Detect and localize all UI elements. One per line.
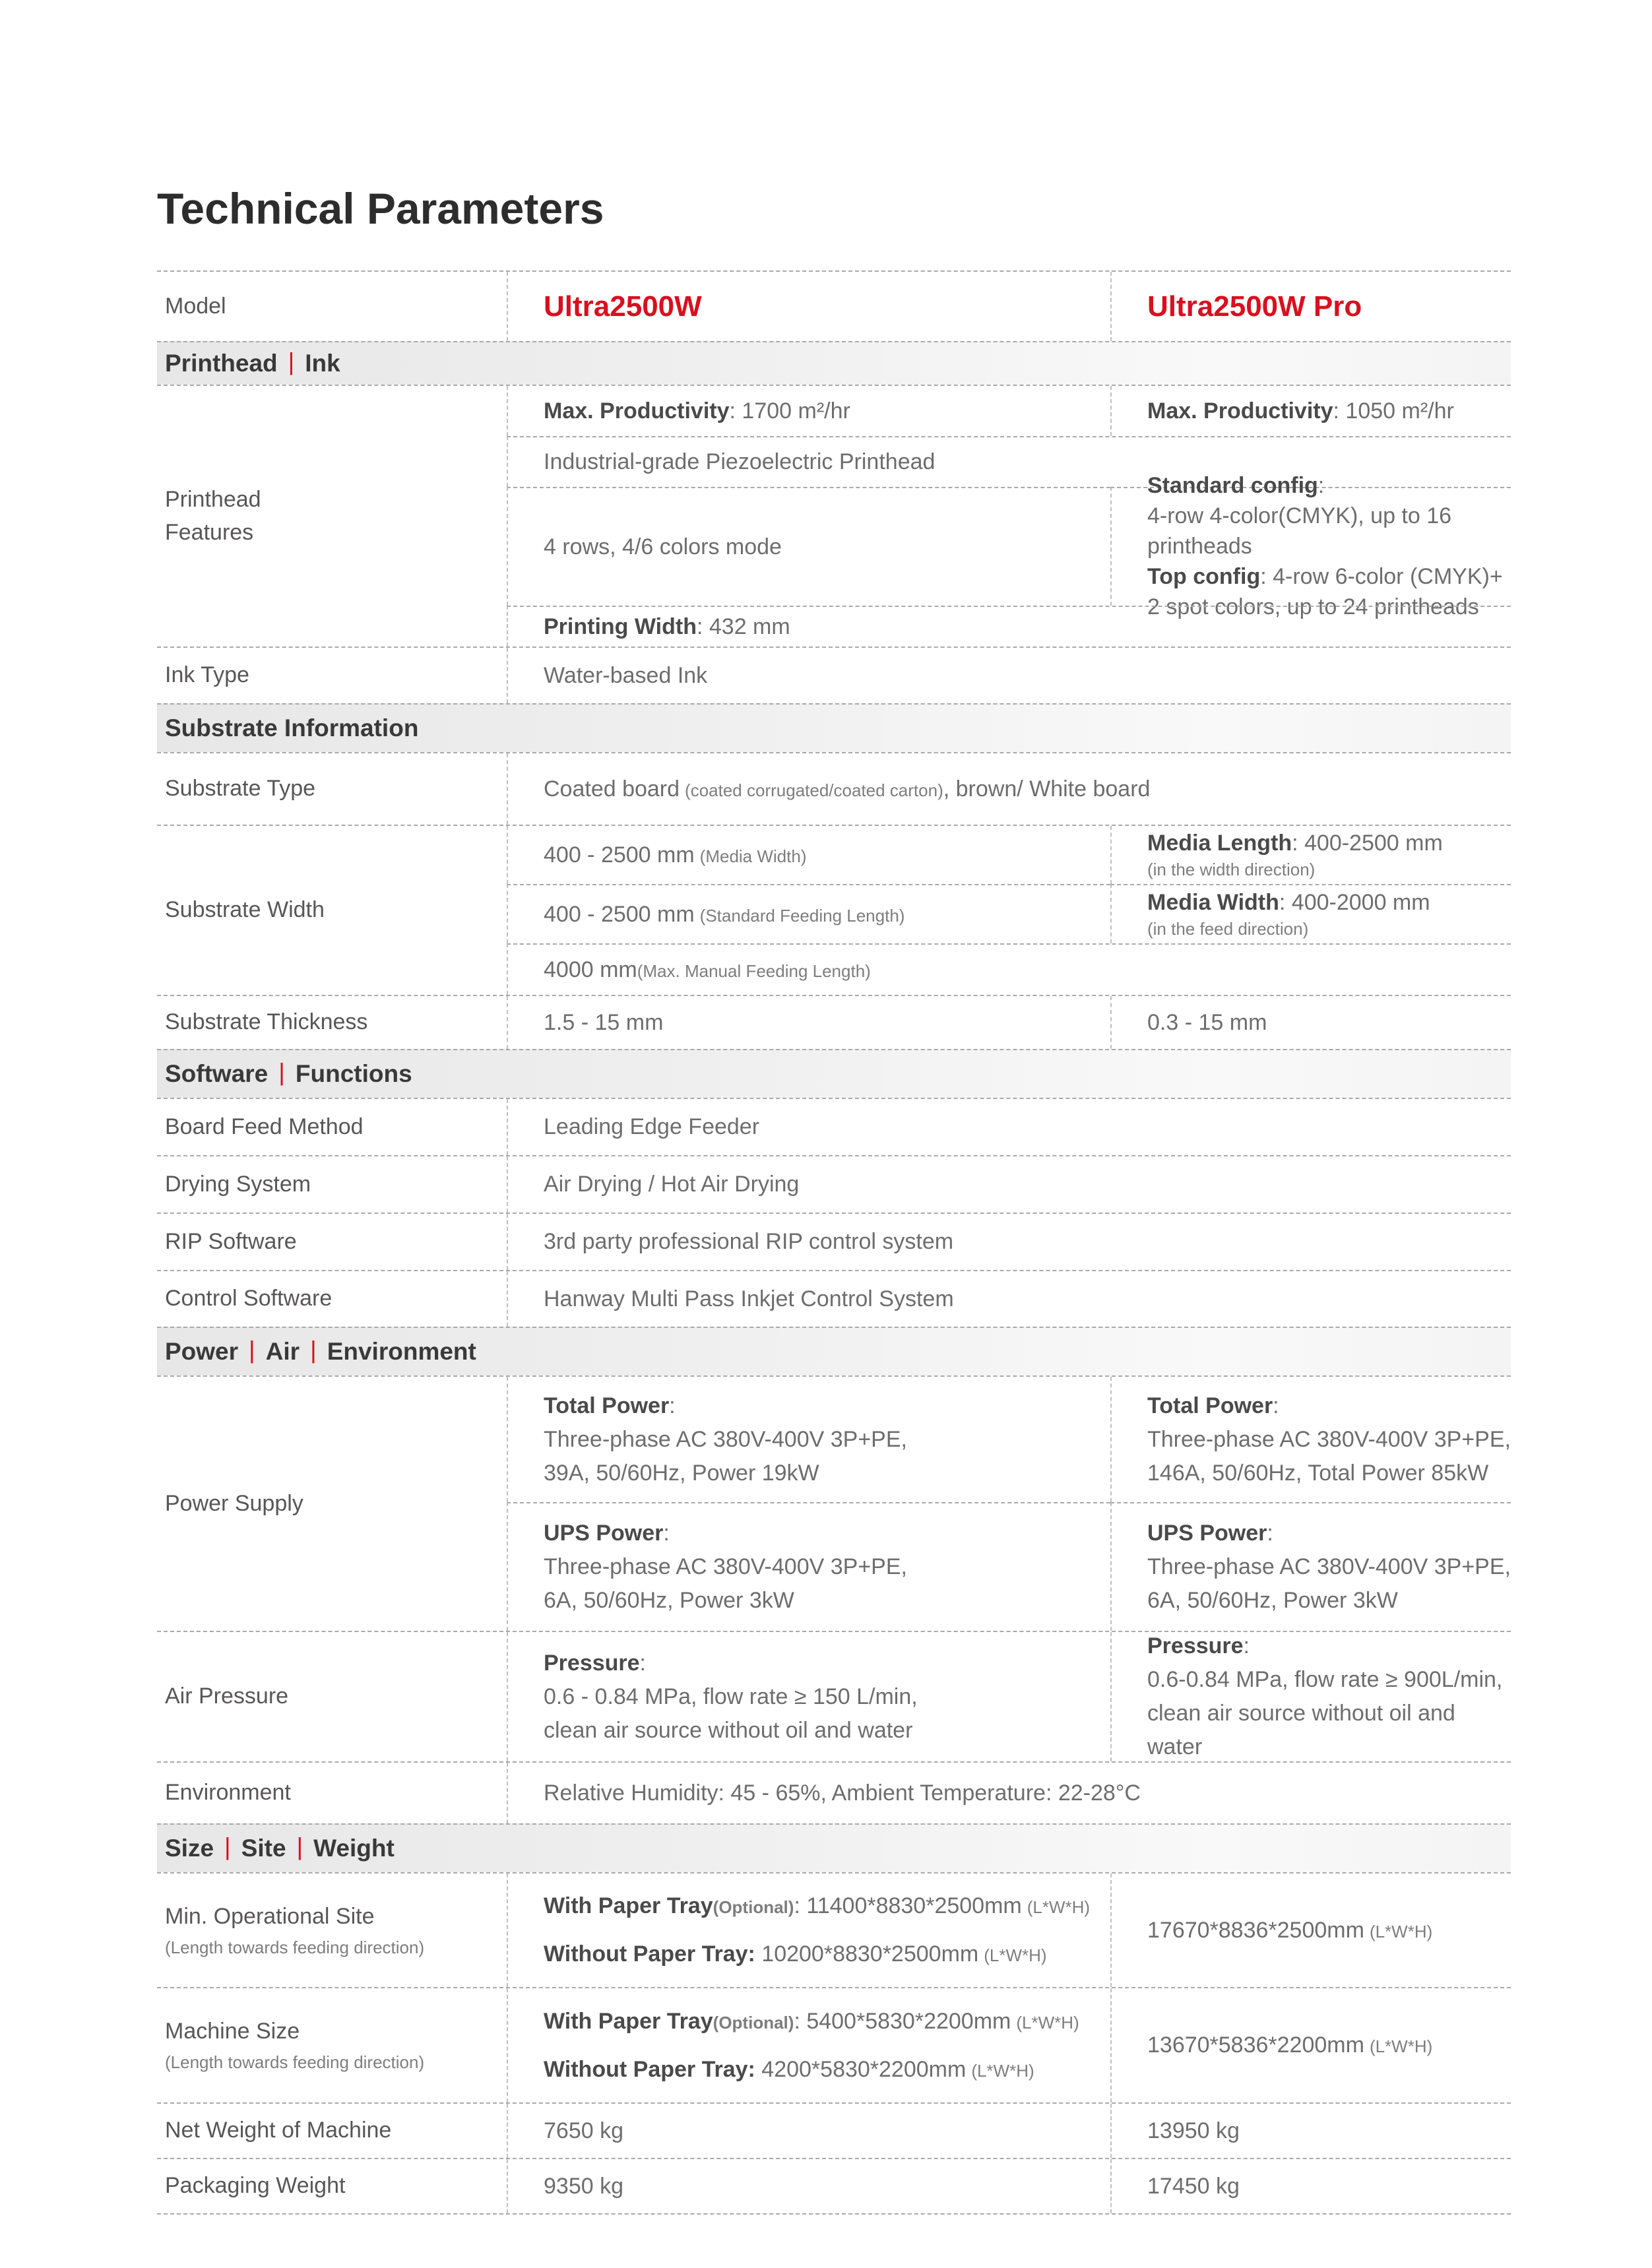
row-substrate-thickness: [157, 995, 1511, 1049]
board-feed-label: Board Feed Method: [165, 1114, 364, 1139]
value-bold: Top config: [1147, 563, 1261, 589]
value-text: Three-phase AC 380V-400V 3P+PE,: [1147, 1554, 1511, 1579]
machine-size-pro: [1110, 1988, 1511, 2102]
substrate-width-w1: [507, 826, 1110, 884]
value-text: 4200*5830*2200mm: [755, 2056, 967, 2082]
substrate-thickness-label: Substrate Thickness: [165, 1009, 368, 1035]
value-bold: UPS Power: [544, 1521, 664, 1546]
max-productivity-w: [507, 386, 1110, 436]
rip-software-label: RIP Software: [165, 1228, 297, 1254]
model-label: Model: [165, 293, 226, 319]
row-board-feed-method: [157, 1098, 1511, 1155]
value-text: :: [663, 1521, 670, 1546]
pipe-separator: |: [296, 1833, 303, 1860]
section-header-size-text: [157, 1825, 1511, 1872]
value-small: (Max. Manual Feeding Length): [637, 961, 871, 981]
value-text: : 5400*5830*2200mm: [794, 2008, 1011, 2034]
header-word: Printhead: [165, 350, 278, 377]
max-productivity-pro: [1110, 386, 1511, 436]
technical-parameters-table: [157, 270, 1511, 2215]
value-small: (L*W*H): [1369, 1921, 1433, 1941]
label-note: (Length towards feeding direction): [165, 1937, 425, 1957]
section-header-printhead-ink-text: [157, 342, 1511, 385]
value-bold: Media Width: [1147, 889, 1279, 915]
header-word: Substrate Information: [165, 714, 419, 741]
value-bold-small: (Optional): [713, 1897, 794, 1917]
pipe-separator: |: [249, 1337, 255, 1364]
row-drying-system: [157, 1155, 1511, 1213]
pipe-separator: |: [278, 1059, 285, 1086]
rows-colors-mode-w: [507, 487, 1110, 606]
environment-label: Environment: [165, 1780, 291, 1806]
row-machine-size: [157, 1987, 1511, 2102]
value-text: 39A, 50/60Hz, Power 19kW: [544, 1460, 819, 1486]
value-text: 6A, 50/60Hz, Power 3kW: [1147, 1588, 1398, 1613]
section-header-power: [157, 1327, 1511, 1375]
label-line: Features: [165, 519, 254, 545]
air-pressure-pro: [1110, 1632, 1511, 1761]
block-power-supply: [157, 1375, 1511, 1631]
substrate-thickness-w: 1.5 - 15 mm: [507, 996, 1110, 1049]
section-header-size: [157, 1823, 1511, 1872]
value-text: 13670*5836*2200mm: [1147, 2032, 1364, 2058]
total-power-w: [507, 1377, 1110, 1502]
value-bold: Total Power: [544, 1393, 670, 1418]
page-title: Technical Parameters: [157, 184, 604, 233]
value-bold: Max. Productivity: [544, 398, 730, 424]
net-weight-label: Net Weight of Machine: [165, 2118, 392, 2143]
section-header-software: [157, 1049, 1511, 1098]
value-small: (L*W*H): [971, 2060, 1034, 2081]
max-manual-feeding-merged: [507, 943, 1511, 995]
substrate-width-w2: [507, 884, 1110, 943]
header-word: Environment: [327, 1338, 476, 1365]
row-environment: [157, 1761, 1511, 1823]
value-text: Coated board: [544, 776, 680, 802]
value-small: (Standard Feeding Length): [699, 905, 905, 926]
value-bold: Without Paper Tray:: [544, 1941, 755, 1967]
value-text: : 400-2000 mm: [1279, 889, 1430, 915]
value-text: clean air source without oil and water: [544, 1717, 913, 1743]
value-text: : 1700 m²/hr: [729, 398, 850, 424]
value-text: 10200*8830*2500mm: [755, 1941, 979, 1967]
value-text: 400 - 2500 mm: [544, 842, 695, 867]
printing-width-merged: [507, 606, 1511, 646]
machine-size-w: [507, 1988, 1110, 2102]
row-control-software: [157, 1270, 1511, 1327]
net-weight-pro: 13950 kg: [1110, 2104, 1511, 2158]
value-bold: Standard config: [1147, 473, 1318, 499]
value-small: (in the width direction): [1147, 860, 1316, 880]
row-air-pressure: [157, 1631, 1511, 1761]
header-word: Software: [165, 1060, 269, 1087]
value-text: 4000 mm: [544, 957, 637, 982]
label-line: Min. Operational Site: [165, 1903, 375, 1929]
row-min-operational-site: [157, 1872, 1511, 1987]
row-model: [157, 270, 1511, 341]
value-text: : 4-row 6-color (CMYK)+: [1260, 563, 1503, 589]
row-substrate-type: [157, 752, 1511, 825]
value-text: 6A, 50/60Hz, Power 3kW: [544, 1588, 794, 1613]
value-text: 4 rows, 4/6 colors mode: [544, 534, 782, 559]
substrate-type-value: [507, 753, 1511, 825]
ink-type-value: Water-based Ink: [507, 648, 1511, 703]
value-text: Three-phase AC 380V-400V 3P+PE,: [1147, 1426, 1511, 1452]
header-word: Size: [165, 1835, 214, 1862]
control-software-value: Hanway Multi Pass Inkjet Control System: [507, 1271, 1511, 1327]
row-net-weight: [157, 2102, 1511, 2158]
value-small: (Media Width): [699, 846, 807, 866]
row-ink-type: [157, 646, 1511, 703]
header-word: Functions: [295, 1060, 412, 1087]
ups-power-w: [507, 1502, 1110, 1631]
model-ultra2500w: [507, 272, 1110, 341]
substrate-width-label: Substrate Width: [165, 897, 325, 923]
row-rip-software: [157, 1213, 1511, 1270]
value-text: : 432 mm: [696, 614, 790, 639]
page-content: [157, 0, 1511, 2215]
ups-power-pro: [1110, 1502, 1511, 1631]
section-header-software-text: [157, 1050, 1511, 1098]
value-text: 17670*8836*2500mm: [1147, 1917, 1364, 1943]
power-supply-label: Power Supply: [165, 1490, 303, 1516]
pipe-separator: |: [310, 1337, 317, 1364]
value-text: clean air source without oil and water: [1147, 1701, 1455, 1759]
value-text: : 11400*8830*2500mm: [794, 1893, 1022, 1918]
ink-type-label: Ink Type: [165, 662, 249, 688]
value-bold: Pressure: [1147, 1633, 1244, 1658]
section-header-substrate: [157, 703, 1511, 752]
header-word: Weight: [313, 1835, 395, 1862]
min-operational-site-pro: [1110, 1874, 1511, 1987]
substrate-type-label: Substrate Type: [165, 776, 316, 802]
header-word: Air: [265, 1338, 300, 1365]
block-substrate-width: [157, 825, 1511, 995]
value-small: (L*W*H): [1027, 1897, 1091, 1917]
section-header-substrate-text: [157, 705, 1511, 752]
label-line: Printhead: [165, 487, 261, 513]
value-text: 400 - 2500 mm: [544, 901, 695, 927]
value-text: :: [1318, 473, 1325, 499]
section-header-power-text: [157, 1328, 1511, 1375]
packaging-weight-pro: 17450 kg: [1110, 2159, 1511, 2213]
packaging-weight-w: 9350 kg: [507, 2159, 1110, 2213]
control-software-label: Control Software: [165, 1286, 333, 1311]
value-text: 146A, 50/60Hz, Total Power 85kW: [1147, 1460, 1489, 1486]
model-name-pro: Ultra2500W Pro: [1147, 290, 1362, 323]
block-printhead-features: [157, 385, 1511, 646]
value-small: (L*W*H): [984, 1945, 1047, 1965]
value-bold: UPS Power: [1147, 1521, 1267, 1546]
media-length-pro: [1110, 826, 1511, 884]
packaging-weight-label: Packaging Weight: [165, 2173, 346, 2199]
value-text: Three-phase AC 380V-400V 3P+PE,: [544, 1426, 907, 1452]
value-bold: Max. Productivity: [1147, 398, 1333, 424]
value-text: 0.6-0.84 MPa, flow rate ≥ 900L/min,: [1147, 1667, 1503, 1692]
value-bold-small: (Optional): [713, 2012, 794, 2032]
pipe-separator: |: [288, 348, 295, 375]
drying-system-value: Air Drying / Hot Air Drying: [507, 1156, 1511, 1213]
value-small: (L*W*H): [1016, 2012, 1079, 2032]
value-text: : 400-2500 mm: [1292, 830, 1443, 856]
value-bold: Without Paper Tray:: [544, 2056, 755, 2082]
air-pressure-label: Air Pressure: [165, 1684, 289, 1709]
drying-system-label: Drying System: [165, 1171, 311, 1197]
model-name-w: Ultra2500W: [544, 290, 702, 323]
value-text: :: [1273, 1393, 1279, 1418]
value-text: 0.6 - 0.84 MPa, flow rate ≥ 150 L/min,: [544, 1684, 918, 1709]
min-operational-site-w: [507, 1874, 1110, 1987]
header-word: Power: [165, 1338, 239, 1365]
value-small: (L*W*H): [1369, 2036, 1433, 2056]
board-feed-value: Leading Edge Feeder: [507, 1099, 1511, 1155]
air-pressure-w: [507, 1632, 1110, 1761]
value-small: (in the feed direction): [1147, 919, 1309, 939]
value-text: :: [1243, 1633, 1250, 1658]
value-bold: Printing Width: [544, 614, 697, 639]
net-weight-w: 7650 kg: [507, 2104, 1110, 2158]
section-header-printhead-ink: [157, 341, 1511, 385]
value-bold: With Paper Tray: [544, 1893, 713, 1918]
machine-size-label: [157, 1988, 507, 2102]
rip-software-value: 3rd party professional RIP control system: [507, 1214, 1511, 1270]
value-bold: Pressure: [544, 1650, 640, 1676]
value-text: 2 spot colors, up to 24 printheads: [1147, 594, 1479, 619]
value-text: , brown/ White board: [943, 776, 1151, 802]
label-note: (Length towards feeding direction): [165, 2052, 425, 2073]
value-bold: Total Power: [1147, 1393, 1273, 1418]
value-text: :: [639, 1650, 646, 1676]
header-word: Ink: [305, 350, 340, 377]
pipe-separator: |: [224, 1833, 231, 1860]
environment-value: Relative Humidity: 45 - 65%, Ambient Temperature: 22-28°C: [507, 1763, 1511, 1823]
substrate-thickness-pro: 0.3 - 15 mm: [1110, 996, 1511, 1049]
min-operational-site-label: [157, 1874, 507, 1987]
header-word: Site: [241, 1835, 286, 1862]
value-small: (coated corrugated/coated carton): [685, 780, 943, 800]
media-width-pro: [1110, 884, 1511, 943]
printhead-features-label: [157, 386, 507, 646]
label-line: Machine Size: [165, 2019, 300, 2044]
total-power-pro: [1110, 1377, 1511, 1502]
model-ultra2500w-pro: [1110, 272, 1511, 341]
value-bold: Media Length: [1147, 830, 1292, 856]
value-text: :: [669, 1393, 676, 1418]
value-text: Three-phase AC 380V-400V 3P+PE,: [544, 1554, 907, 1579]
value-text: 4-row 4-color(CMYK), up to 16 printheads: [1147, 503, 1452, 559]
value-bold: With Paper Tray: [544, 2008, 713, 2034]
config-pro: [1110, 473, 1511, 619]
value-text: : 1050 m²/hr: [1333, 398, 1454, 424]
value-text: Industrial-grade Piezoelectric Printhead: [544, 449, 936, 474]
row-packaging-weight: [157, 2158, 1511, 2213]
value-text: :: [1267, 1521, 1273, 1546]
